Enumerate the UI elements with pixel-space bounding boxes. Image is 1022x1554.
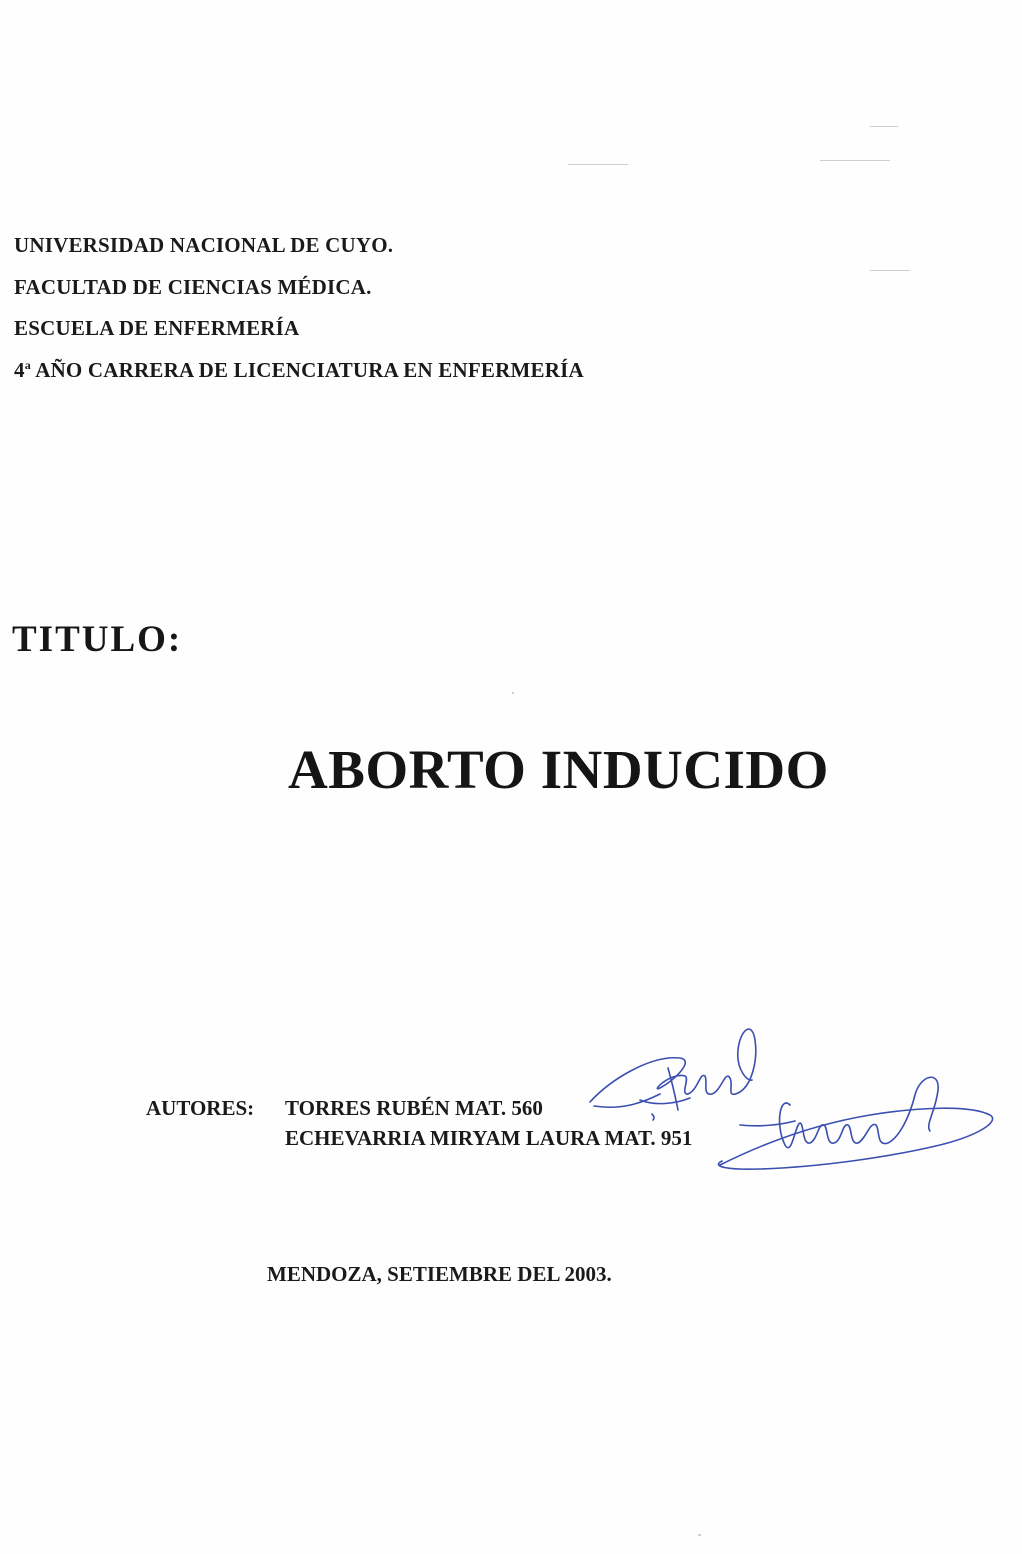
place-and-date: MENDOZA, SETIEMBRE DEL 2003. — [267, 1262, 612, 1286]
program-year-text: AÑO CARRERA DE LICENCIATURA EN ENFERMERÍA — [30, 358, 584, 382]
program-year-number: 4 — [14, 358, 25, 382]
scan-speck — [820, 160, 890, 161]
program-year-ordinal: a — [24, 358, 31, 372]
faculty-name: FACULTAD DE CIENCIAS MÉDICA. — [14, 275, 372, 299]
scan-speck — [568, 164, 628, 165]
document-title: ABORTO INDUCIDO — [288, 739, 829, 800]
school-name: ESCUELA DE ENFERMERÍA — [14, 316, 300, 340]
signature-echevarria — [700, 1065, 1000, 1185]
university-name: UNIVERSIDAD NACIONAL DE CUYO. — [14, 233, 394, 257]
scan-speck — [870, 126, 898, 127]
author-2: ECHEVARRIA MIRYAM LAURA MAT. 951 — [285, 1126, 693, 1150]
authors-label: AUTORES: — [146, 1096, 255, 1120]
author-1: TORRES RUBÉN MAT. 560 — [285, 1096, 543, 1120]
scan-speck — [512, 692, 514, 694]
scan-speck — [698, 1534, 701, 1536]
scan-speck — [870, 270, 910, 271]
title-label: TITULO: — [12, 619, 183, 660]
program-year — [14, 358, 584, 383]
